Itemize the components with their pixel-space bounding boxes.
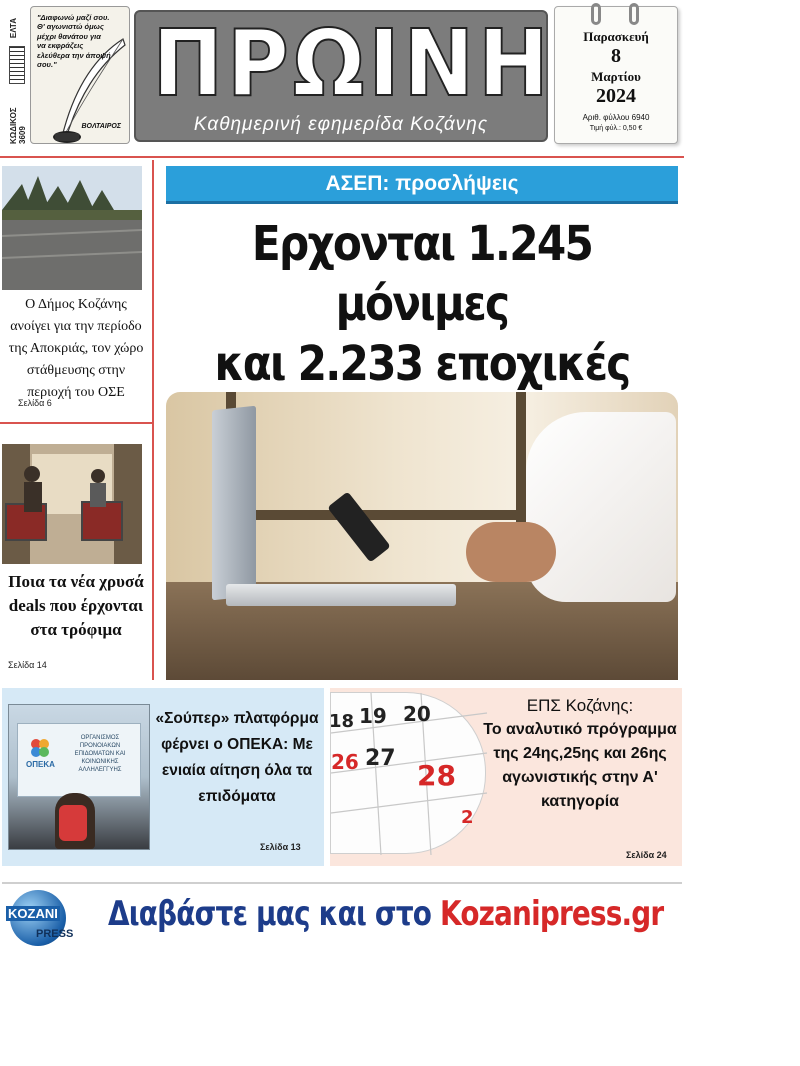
main-headline[interactable]: [191, 214, 652, 394]
main-headline-line2: και 2.233 εποχικές: [214, 336, 630, 392]
parking-story[interactable]: [0, 162, 152, 424]
opeka-photo: [8, 704, 150, 850]
barcode-strip: [6, 10, 28, 144]
main-headline-line1: Ερχονται 1.245 μόνιμες: [251, 216, 593, 332]
opeka-story[interactable]: [2, 688, 324, 866]
newspaper-title: ΠΡΩΙΝΗ: [152, 10, 553, 117]
masthead: [0, 0, 684, 158]
deals-headline: Ποια τα νέα χρυσά deals που έρχονται στα τρόφιμα: [8, 572, 144, 639]
banner-text: [108, 894, 663, 934]
main-kicker: ΑΣΕΠ: προσλήψεις: [325, 172, 519, 195]
main-kicker-bar[interactable]: [166, 166, 678, 204]
calendar-photo: [330, 692, 486, 854]
date-month: Μαρτίου: [591, 69, 641, 84]
opeka-sign: [17, 723, 141, 797]
cal-num-19: 19: [359, 704, 387, 728]
eps-headline: Το αναλυτικό πρόγραμμα της 24ης,25ης και 26ης αγωνιστικής στην Α' κατηγορία: [483, 721, 677, 810]
calendar-grid-icon: [331, 693, 487, 855]
masthead-divider: [0, 156, 684, 158]
date-calendar: [554, 6, 678, 144]
banner-lead: Διαβάστε μας και στο: [108, 894, 441, 934]
elta-label: ΕΛΤΑ: [9, 18, 18, 39]
cal-num-2: 2: [461, 807, 474, 828]
laptop-base: [226, 584, 456, 606]
eps-title: ΕΠΣ Κοζάνης:: [526, 696, 634, 715]
issue-price: Τιμή φύλ.: 0,50 €: [589, 125, 643, 132]
eps-headline-block: [478, 694, 682, 814]
eps-story[interactable]: [330, 688, 682, 866]
deals-story[interactable]: [0, 440, 152, 680]
kozani-logo: KOZANI: [8, 906, 58, 921]
backpack-icon: [59, 805, 87, 841]
quote-text: "Διαφωνώ μαζί σου. Θ' αγωνιστώ όμως μέχρι θανάτου για να εκφράζεις ελεύθερα την άποψή σου.": [37, 13, 111, 69]
parking-headline: Ο Δήμος Κοζάνης ανοίγει για την περίοδο της Αποκριάς, τον χώρο στάθμευσης στην περιοχή του ΟΣΕ: [8, 297, 144, 400]
opeka-page-ref: Σελίδα 13: [260, 842, 301, 852]
cal-num-18: 18: [329, 711, 355, 732]
kozanipress-banner[interactable]: [2, 882, 682, 952]
eps-page-ref: Σελίδα 24: [626, 850, 667, 860]
person-hand: [466, 522, 556, 582]
issue-number: Αριθ. φύλλου 6940: [582, 113, 650, 122]
code-label: ΚΩΔΙΚΟΣ 3609: [9, 107, 27, 144]
cal-num-28: 28: [417, 759, 456, 792]
calendar-ring-icon: [629, 3, 639, 25]
barcode-icon: [9, 46, 25, 84]
parking-scene-icon: [2, 166, 142, 290]
opeka-headline: «Σούπερ» πλατφόρμα φέρνει ο ΟΠΕΚΑ: Με ενιαία αίτηση όλα τα επιδόματα: [155, 710, 319, 805]
opeka-logo-icon: [28, 736, 52, 760]
column-divider: [152, 160, 154, 680]
calendar-ring-icon: [591, 3, 601, 25]
cal-num-27: 27: [365, 746, 396, 771]
date-day: 8: [611, 45, 621, 67]
opeka-logo-text: ΟΠΕΚΑ: [26, 760, 55, 769]
deals-page-ref: Σελίδα 14: [8, 660, 47, 670]
quote-author: ΒΟΛΤΑΙΡΟΣ: [81, 123, 121, 130]
quote-box: [30, 6, 130, 144]
newspaper-title-box[interactable]: [134, 10, 553, 142]
supermarket-photo: [2, 444, 142, 564]
date-weekday: Παρασκευή: [583, 29, 649, 44]
banner-site-link[interactable]: Kozanipress.gr: [440, 894, 664, 934]
window-bar: [226, 510, 526, 520]
parking-page-ref: Σελίδα 6: [18, 398, 52, 408]
parking-photo: [2, 166, 142, 290]
cal-num-20: 20: [403, 702, 431, 726]
opeka-sign-text: ΟΡΓΑΝΙΣΜΟΣ ΠΡΟΝΟΙΑΚΩΝ ΕΠΙΔΟΜΑΤΩΝ ΚΑΙ ΚΟΙΝΩΝΙΚΗΣ ΑΛΛΗΛΕΓΓΥΗΣ: [74, 735, 126, 773]
date-year: 2024: [596, 85, 636, 107]
supermarket-scene-icon: [2, 444, 142, 564]
person-sleeve: [526, 412, 676, 602]
newspaper-subtitle: Καθημερινή εφημερίδα Κοζάνης: [193, 114, 489, 135]
main-page-ref: Σελίδα 12: [772, 1046, 800, 1066]
cal-num-26: 26: [331, 750, 359, 774]
laptop-icon: [212, 406, 256, 601]
press-logo: PRESS: [36, 928, 74, 940]
